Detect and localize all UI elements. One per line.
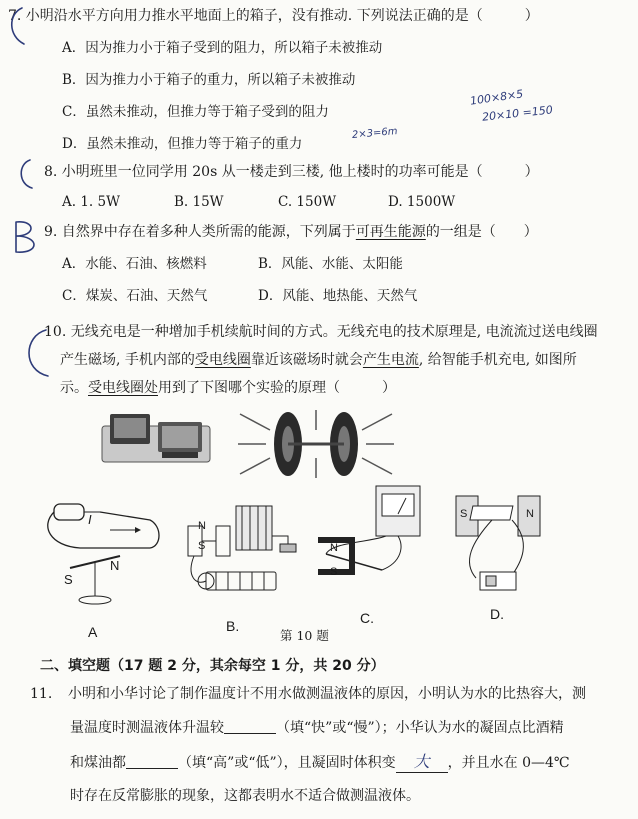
- diagram-d-conductor: [452, 482, 548, 600]
- handwritten-answer-marks: [0, 0, 60, 420]
- answer-mark-q9-icon: [16, 222, 34, 252]
- diagram-b-motor: [176, 496, 306, 616]
- q8-option-a: A. 1. 5W: [62, 194, 120, 210]
- q11-blank-3[interactable]: 大: [396, 752, 448, 773]
- q9-option-a: A．水能、石油、核燃料: [62, 256, 207, 272]
- q11-line3: 和煤油都 （填“高”或“低”），且凝固时体积变 大 ，并且水在 0—4℃: [70, 752, 570, 771]
- diagram-d-n-label: N: [526, 508, 534, 520]
- q11-line4: 时存在反常膨胀的现象，这都表明水不适合做测温液体。: [70, 788, 420, 804]
- answer-mark-q10-icon: [29, 330, 48, 376]
- answer-mark-q8-icon: [21, 160, 32, 188]
- q11-blank-2[interactable]: [126, 755, 178, 769]
- q9-option-b: B．风能、水能、太阳能: [258, 256, 403, 272]
- q7-option-b: B．因为推力小于箱子的重力，所以箱子未被推动: [62, 72, 356, 88]
- diagram-b-s-label: S: [198, 540, 206, 552]
- diagram-b-n-label: N: [198, 520, 206, 532]
- diagram-c-label: C.: [360, 610, 374, 626]
- q10-caption: 第 10 题: [280, 628, 329, 643]
- q11-line2: 量温度时测温液体升温较 （填“快”或“慢”）；小华认为水的凝固点比酒精: [70, 720, 564, 736]
- diagram-a-s-label: S: [64, 572, 73, 587]
- q9-option-d: D．风能、地热能、天然气: [258, 288, 418, 304]
- margin-note-1: 100×8×5: [469, 87, 525, 108]
- diagram-c-s-label: S: [330, 566, 338, 578]
- diagram-a-n-label: N: [110, 558, 120, 573]
- coil-magnetic-field-photo: [236, 404, 396, 482]
- q10-line2: 产生磁场, 手机内部的受电线圈靠近该磁场时就会产生电流, 给智能手机充电, 如图所: [60, 352, 577, 368]
- margin-note-2: 20×10 =150: [481, 103, 554, 124]
- diagram-a-oersted: [40, 496, 170, 616]
- wireless-charger-photo: [96, 404, 216, 468]
- q10-line1: 10. 无线充电是一种增加手机续航时间的方式。无线充电的技术原理是, 电流流过送电线圈: [44, 324, 598, 340]
- q7-option-c: C．虽然未推动，但推力等于箱子受到的阻力: [62, 104, 329, 120]
- q7-option-a: A．因为推力小于箱子受到的阻力，所以箱子未被推动: [62, 40, 383, 56]
- margin-note-3: 2×3=6m: [351, 126, 398, 141]
- section-2-title: 二、填空题（17 题 2 分，其余每空 1 分，共 20 分）: [40, 658, 385, 674]
- q7-option-d: D．虽然未推动，但推力等于箱子的重力: [62, 136, 303, 152]
- q11-blank-1[interactable]: [224, 720, 276, 734]
- diagram-a-label: A: [88, 624, 98, 640]
- diagram-d-label: D.: [490, 606, 504, 622]
- diagram-b-label: B.: [226, 618, 240, 634]
- q11-number: 11.: [30, 686, 53, 702]
- answer-mark-q7-icon: [12, 8, 24, 44]
- q10-line3: 示。受电线圈处用到了下图哪个实验的原理（ ）: [60, 380, 396, 396]
- q11-line1: 小明和小华讨论了制作温度计不用水做测温液体的原因，小明认为水的比热容大，测: [68, 686, 586, 702]
- q9-option-c: C．煤炭、石油、天然气: [62, 288, 208, 304]
- q8-stem: 8. 小明班里一位同学用 20s 从一楼走到三楼, 他上楼时的功率可能是（ ）: [44, 164, 539, 180]
- diagram-c-n-label: N: [330, 542, 338, 554]
- q9-stem: 9. 自然界中存在着多种人类所需的能源，下列属于可再生能源的一组是（ ）: [44, 224, 538, 240]
- q8-option-d: D. 1500W: [388, 194, 456, 210]
- q8-option-b: B. 15W: [174, 194, 224, 210]
- diagram-d-s-label: S: [460, 508, 468, 520]
- q8-option-c: C. 150W: [278, 194, 337, 210]
- diagram-a-current-label: I: [88, 512, 92, 527]
- q7-stem: 7. 小明沿水平方向用力推水平地面上的箱子，没有推动. 下列说法正确的是（ ）: [8, 8, 539, 24]
